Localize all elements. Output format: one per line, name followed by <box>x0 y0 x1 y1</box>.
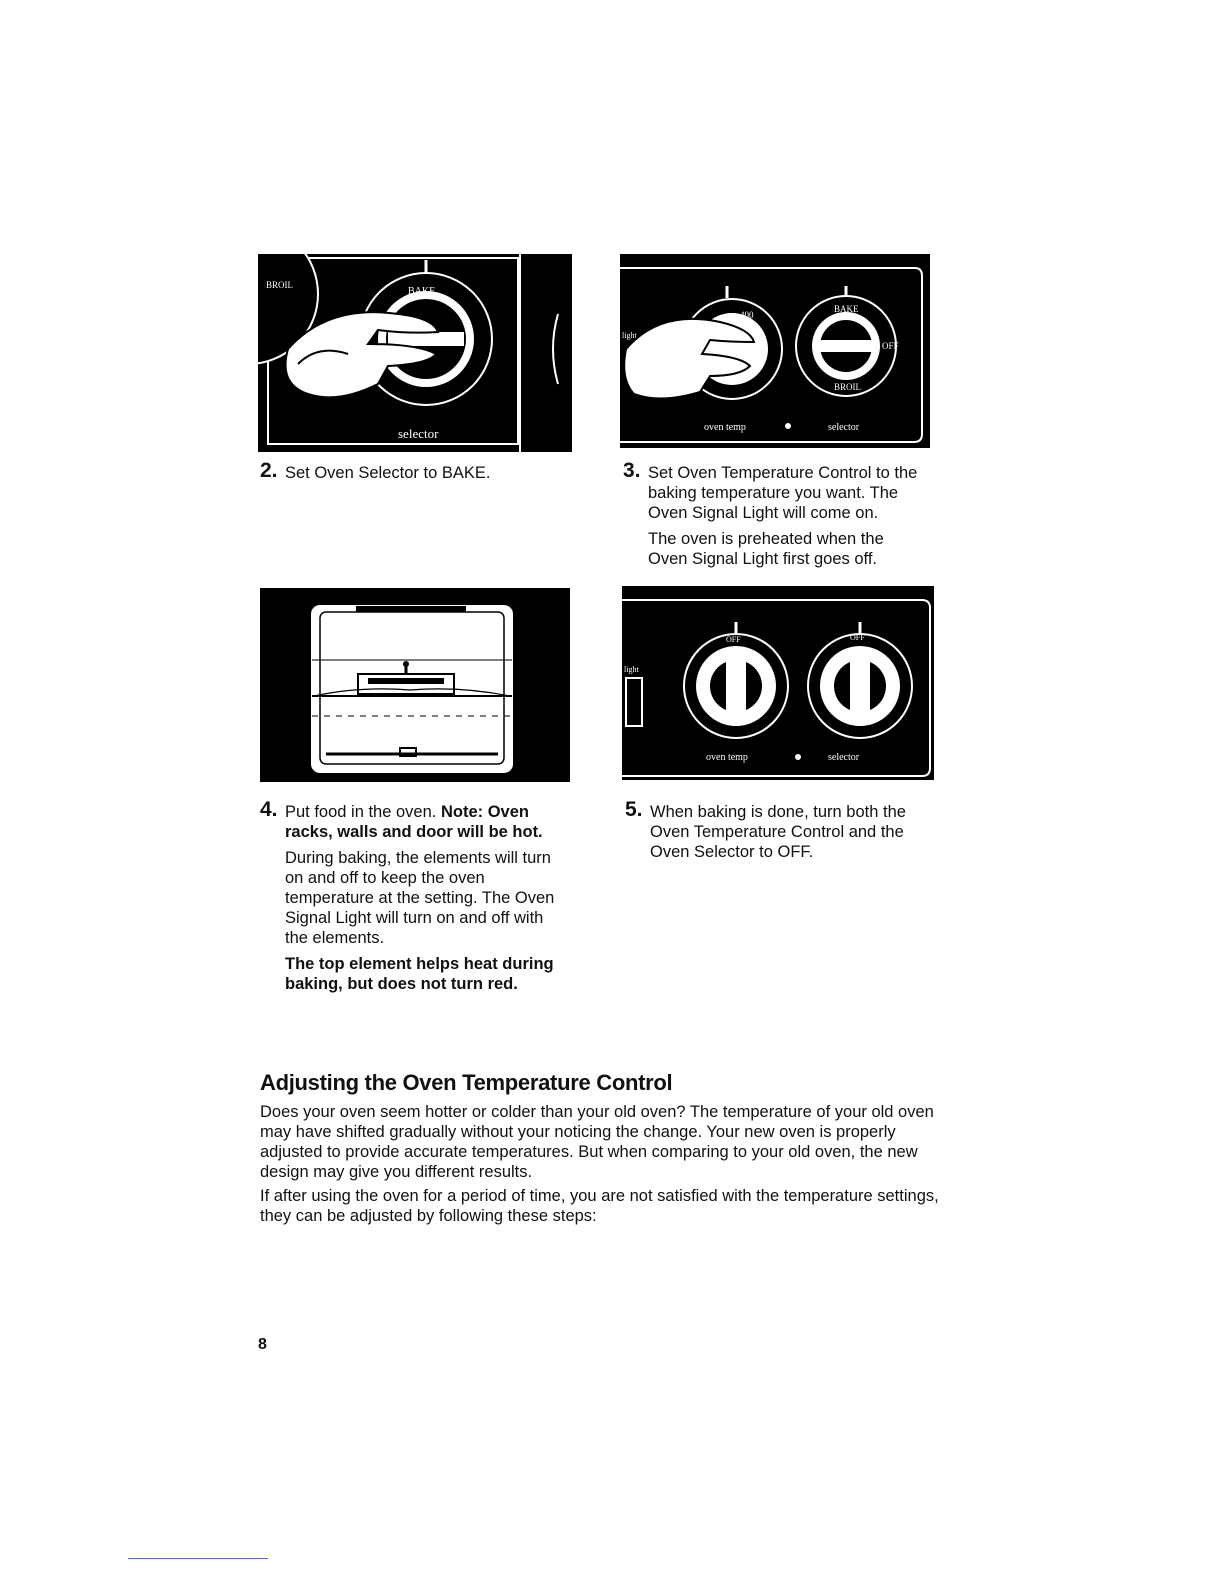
figure-caption-selector: selector <box>398 426 439 441</box>
dial-label-bake: BAKE <box>834 304 859 314</box>
step-text-plain: Put food in the oven. <box>285 803 441 821</box>
step-4 <box>260 798 560 1000</box>
dial-label-broil: BROIL <box>266 280 293 290</box>
signal-light-label: light <box>622 331 637 340</box>
step-note-bold: The top element helps heat during baking, but does not turn red. <box>285 955 554 993</box>
signal-light-label: light <box>624 665 639 674</box>
footer-rule <box>128 1558 268 1559</box>
step-number: 2. <box>260 459 278 482</box>
figure-caption-oven-temp: oven temp <box>704 422 746 433</box>
figure-step-4 <box>260 588 570 782</box>
step-2 <box>260 459 560 489</box>
step-note <box>285 954 560 994</box>
section-paragraph-2: If after using the oven for a period of time, you are not satisfied with the temperature settings, they can be adjusted by following these steps: <box>260 1187 939 1225</box>
dial-left-label-off: OFF <box>726 635 741 644</box>
step-number: 5. <box>625 798 643 821</box>
dial-right-label-off: OFF <box>850 633 865 642</box>
dial-label-400: 400 <box>740 310 754 320</box>
step-text: Set Oven Temperature Control to the baking temperature you want. The Oven Signal Light will come on. <box>648 464 918 522</box>
figure-caption-selector: selector <box>828 752 860 763</box>
section-heading: Adjusting the Oven Temperature Control <box>260 1070 673 1095</box>
step-3 <box>623 459 923 575</box>
page-number: 8 <box>258 1336 267 1353</box>
dial-label-off: OFF <box>882 341 899 351</box>
step-number: 3. <box>623 459 641 482</box>
figure-step-5 <box>622 586 934 780</box>
step-text: When baking is done, turn both the Oven Temperature Control and the Oven Selector to OFF. <box>650 803 906 861</box>
step-explanation: During baking, the elements will turn on and off to keep the oven temperature at the setting. The Oven Signal Light will turn on and off with the elements. <box>285 849 555 947</box>
figure-step-3 <box>620 254 930 448</box>
dial-label-bake: BAKE <box>408 286 436 297</box>
step-warning: Note: Oven racks, walls and door will be hot. <box>285 803 543 841</box>
figure-step-2 <box>258 254 572 452</box>
step-5 <box>625 798 915 868</box>
step-text: Set Oven Selector to BAKE. <box>285 464 491 482</box>
figure-caption-selector: selector <box>828 422 860 433</box>
figure-caption-oven-temp: oven temp <box>706 752 748 763</box>
dial-label-broil: BROIL <box>834 382 861 392</box>
step-note: The oven is preheated when the Oven Signal Light first goes off. <box>648 530 884 568</box>
step-text <box>285 802 560 842</box>
section-paragraph-1: Does your oven seem hotter or colder than your old oven? The temperature of your old oven may have shifted gradually without your noticing the change. Your new oven is properly adjusted to provide accurate temperatures. But when comparing to your old oven, the new design may give you different results. <box>260 1103 934 1181</box>
step-number: 4. <box>260 798 278 821</box>
